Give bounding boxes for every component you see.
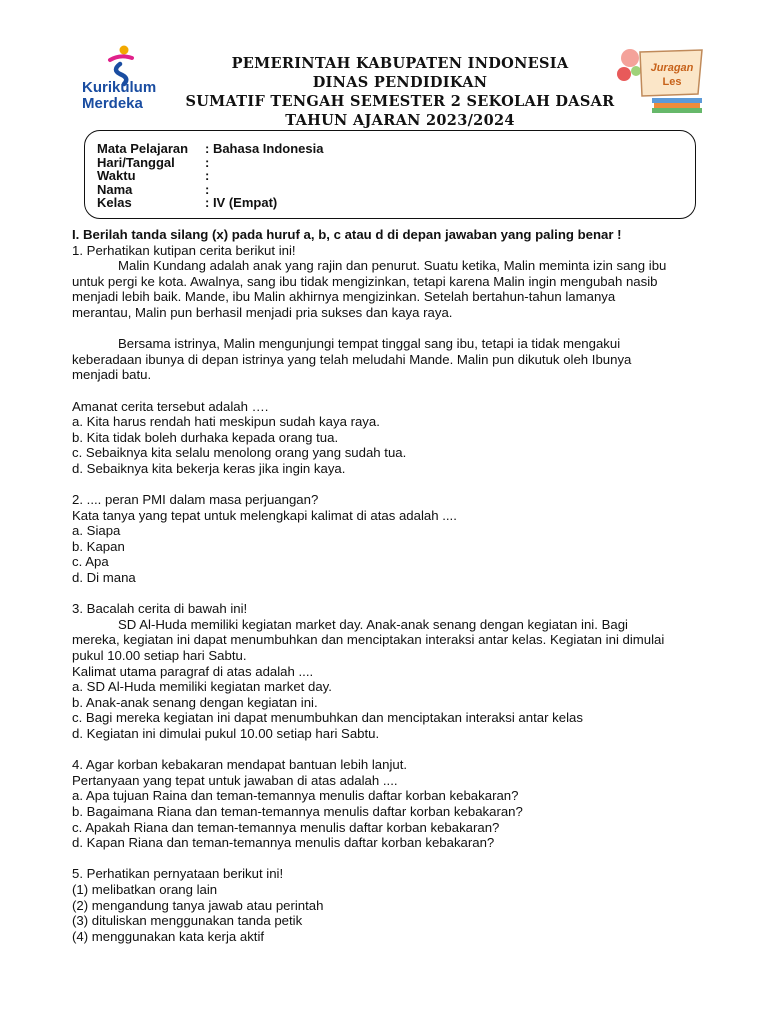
q3-story-line: pukul 10.00 setiap hari Sabtu. (72, 648, 247, 664)
q5-item: (3) dituliskan menggunakan tanda petik (72, 913, 303, 929)
q1-intro: 1. Perhatikan kutipan cerita berikut ini! (72, 242, 296, 258)
q4-question: Pertanyaan yang tepat untuk jawaban di atas adalah .... (72, 772, 398, 788)
header-line1: PEMERINTAH KABUPATEN INDONESIA (231, 55, 569, 72)
identity-key: Waktu (97, 168, 136, 183)
q3-option-a[interactable]: a. SD Al-Huda memiliki kegiatan market day. (72, 679, 332, 695)
header-line2: DINAS PENDIDIKAN (312, 74, 488, 91)
logo-right-text2: Les (662, 76, 682, 88)
q4-option-a[interactable]: a. Apa tujuan Raina dan teman-temannya menulis daftar korban kebakaran? (72, 788, 519, 804)
identity-row-class (97, 196, 277, 210)
q1-story-line: Malin Kundang adalah anak yang rajin dan penurut. Suatu ketika, Malin meminta izin sang ibu (118, 258, 667, 274)
identity-value: : (205, 182, 210, 197)
q3-story-line: mereka, kegiatan ini dapat menumbuhkan dan menciptakan interaksi antar kelas. Kegiatan ini dimulai (72, 632, 665, 648)
logo-right-text1: Juragan (650, 62, 694, 74)
exam-header (150, 54, 650, 130)
student-identity-box (84, 130, 696, 219)
q2-question: Kata tanya yang tepat untuk melengkapi kalimat di atas adalah .... (72, 507, 457, 523)
q1-story-line: menjadi batu. (72, 367, 152, 383)
q1-option-a[interactable]: a. Kita harus rendah hati meskipun sudah kaya raya. (72, 414, 380, 430)
q4-intro: 4. Agar korban kebakaran mendapat bantuan lebih lanjut. (72, 757, 408, 773)
identity-row-subject (97, 142, 323, 156)
q1-story-line: menjadi lebih baik. Mande, ibu Malin akhirnya mengizinkan. Setelah bertahun-tahun lamanya (72, 289, 616, 305)
q2-option-b[interactable]: b. Kapan (72, 538, 125, 554)
q4-option-d[interactable]: d. Kapan Riana dan teman-temannya menulis daftar korban kebakaran? (72, 835, 495, 851)
header-line3: SUMATIF TENGAH SEMESTER 2 SEKOLAH DASAR (185, 93, 615, 110)
q1-option-b[interactable]: b. Kita tidak boleh durhaka kepada orang tua. (72, 429, 339, 445)
q4-option-b[interactable]: b. Bagaimana Riana dan teman-temannya menulis daftar korban kebakaran? (72, 803, 523, 819)
q1-story-line: keberadaan ibunya di depan istrinya yang telah meludahi Mande. Malin pun dikutuk oleh Ibunya (72, 351, 632, 367)
q3-option-d[interactable]: d. Kegiatan ini dimulai pukul 10.00 setiap hari Sabtu. (72, 726, 380, 741)
identity-row-time (97, 169, 209, 183)
q5-item: (4) menggunakan kata kerja aktif (72, 928, 265, 944)
q3-intro: 3. Bacalah cerita di bawah ini! (72, 601, 248, 617)
exam-content (72, 227, 712, 944)
identity-value: : IV (Empat) (205, 195, 278, 210)
q3-question: Kalimat utama paragraf di atas adalah .... (72, 663, 314, 679)
logo-left-text1: Kurikulum (82, 79, 157, 96)
q1-question: Amanat cerita tersebut adalah …. (72, 398, 269, 414)
identity-key: Kelas (97, 195, 132, 210)
q1-story-line: Bersama istrinya, Malin mengunjungi tempat tinggal sang ibu, tetapi ia tidak mengakui (118, 336, 621, 352)
header-line4: TAHUN AJARAN 2023/2024 (285, 112, 515, 129)
q1-option-c[interactable]: c. Sebaiknya kita selalu menolong orang yang sudah tua. (72, 445, 407, 461)
identity-value: : (205, 168, 210, 183)
identity-value: : Bahasa Indonesia (205, 141, 324, 156)
q2-intro: 2. .... peran PMI dalam masa perjuangan? (72, 492, 319, 508)
q2-option-c[interactable]: c. Apa (72, 554, 109, 570)
q3-option-b[interactable]: b. Anak-anak senang dengan kegiatan ini. (72, 694, 318, 710)
q5-item: (1) melibatkan orang lain (72, 881, 218, 897)
q2-option-a[interactable]: a. Siapa (72, 523, 121, 539)
identity-key: Nama (97, 182, 133, 197)
q1-story-line: untuk pergi ke kota. Awalnya, sang ibu tidak mengizinkan, tetapi karena Malin ingin mengubah nasib (72, 273, 658, 289)
q2-option-d[interactable]: d. Di mana (72, 570, 136, 586)
q3-story-line: SD Al-Huda memiliki kegiatan market day. Anak-anak senang dengan kegiatan ini. Bagi (118, 616, 628, 632)
q1-option-d[interactable]: d. Sebaiknya kita bekerja keras jika ingin kaya. (72, 460, 346, 476)
identity-value: : (205, 155, 210, 170)
q3-option-c[interactable]: c. Bagi mereka kegiatan ini dapat menumbuhkan dan menciptakan interaksi antar kelas (72, 710, 583, 726)
identity-key: Hari/Tanggal (97, 155, 175, 170)
logo-left-text2: Merdeka (82, 95, 143, 112)
q1-story-line: merantau, Malin pun berhasil menjadi pria sukses dan kaya raya. (72, 304, 453, 320)
q4-option-c[interactable]: c. Apakah Riana dan teman-temannya menulis daftar korban kebakaran? (72, 819, 500, 835)
instruction: I. Berilah tanda silang (x) pada huruf a, b, c atau d di depan jawaban yang paling benar ! (72, 227, 622, 242)
identity-key: Mata Pelajaran (97, 141, 189, 156)
q5-item: (2) mengandung tanya jawab atau perintah (72, 897, 324, 913)
q5-intro: 5. Perhatikan pernyataan berikut ini! (72, 866, 284, 882)
